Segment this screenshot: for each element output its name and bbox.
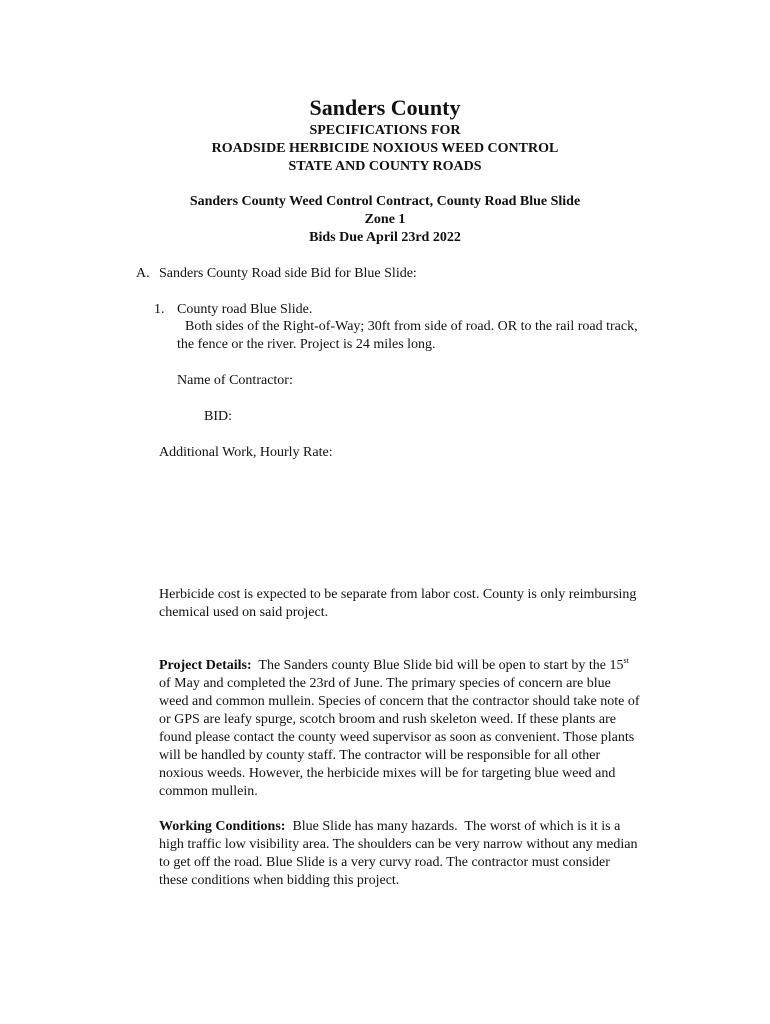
item-1-description-line: Both sides of the Right-of-Way; 30ft from side of road. OR to the rail road track,: [185, 319, 638, 334]
paragraph-line: common mullein.: [159, 784, 258, 799]
bid-label: BID:: [204, 409, 232, 424]
paragraph-line: of May and completed the 23rd of June. The primary species of concern are blue: [159, 676, 611, 691]
project-details-label: Project Details:: [159, 658, 252, 673]
paragraph-line: [159, 657, 684, 675]
paragraph-line: these conditions when bidding this project.: [159, 873, 400, 888]
paragraph-line: found please contact the county weed supervisor as soon as convenient. Those plants: [159, 730, 635, 745]
paragraph-text: Blue Slide has many hazards. The worst of which is it is a: [285, 819, 621, 834]
item-1-marker: 1.: [154, 302, 165, 317]
item-1-description-line: the fence or the river. Project is 24 miles long.: [177, 337, 436, 352]
section-a-heading: Sanders County Road side Bid for Blue Slide:: [159, 266, 417, 281]
project-details-paragraph: [159, 657, 684, 801]
ordinal-suffix: st: [623, 656, 629, 665]
item-1-title: County road Blue Slide.: [177, 302, 313, 317]
contract-zone: Zone 1: [364, 212, 406, 227]
paragraph-line: or GPS are leafy spurge, scotch broom and rush skeleton weed. If these plants are: [159, 712, 616, 727]
paragraph-line: noxious weeds. However, the herbicide mixes will be for targeting blue weed and: [159, 766, 616, 781]
working-conditions-label: Working Conditions:: [159, 819, 286, 834]
spec-heading-line-2: ROADSIDE HERBICIDE NOXIOUS WEED CONTROL: [211, 141, 559, 156]
bids-due-date: Bids Due April 23rd 2022: [309, 230, 461, 245]
paragraph-line: will be handled by county staff. The contractor will be responsible for all other: [159, 748, 601, 763]
item-1-description: [177, 318, 692, 354]
section-a-marker: A.: [136, 266, 150, 281]
page-title: Sanders County: [309, 95, 461, 120]
paragraph-line: to get off the road. Blue Slide is a very curvy road. The contractor must consider: [159, 855, 610, 870]
paragraph-text: The Sanders county Blue Slide bid will be open to start by the 15: [251, 658, 624, 673]
paragraph-line: chemical used on said project.: [159, 605, 329, 620]
paragraph-line: weed and common mullein. Species of concern that the contractor should take note of: [159, 694, 640, 709]
herbicide-paragraph: [159, 586, 684, 622]
contract-name: Sanders County Weed Control Contract, County Road Blue Slide: [189, 194, 581, 209]
contractor-name-label: Name of Contractor:: [177, 373, 293, 388]
paragraph-line: Herbicide cost is expected to be separate from labor cost. County is only reimbursing: [159, 587, 637, 602]
additional-work-label: Additional Work, Hourly Rate:: [159, 445, 333, 460]
spec-heading-line-3: STATE AND COUNTY ROADS: [288, 159, 482, 174]
paragraph-line: high traffic low visibility area. The shoulders can be very narrow without any median: [159, 837, 638, 852]
working-conditions-paragraph: [159, 818, 684, 890]
paragraph-line: [159, 818, 684, 836]
spec-heading-line-1: SPECIFICATIONS FOR: [309, 123, 461, 138]
